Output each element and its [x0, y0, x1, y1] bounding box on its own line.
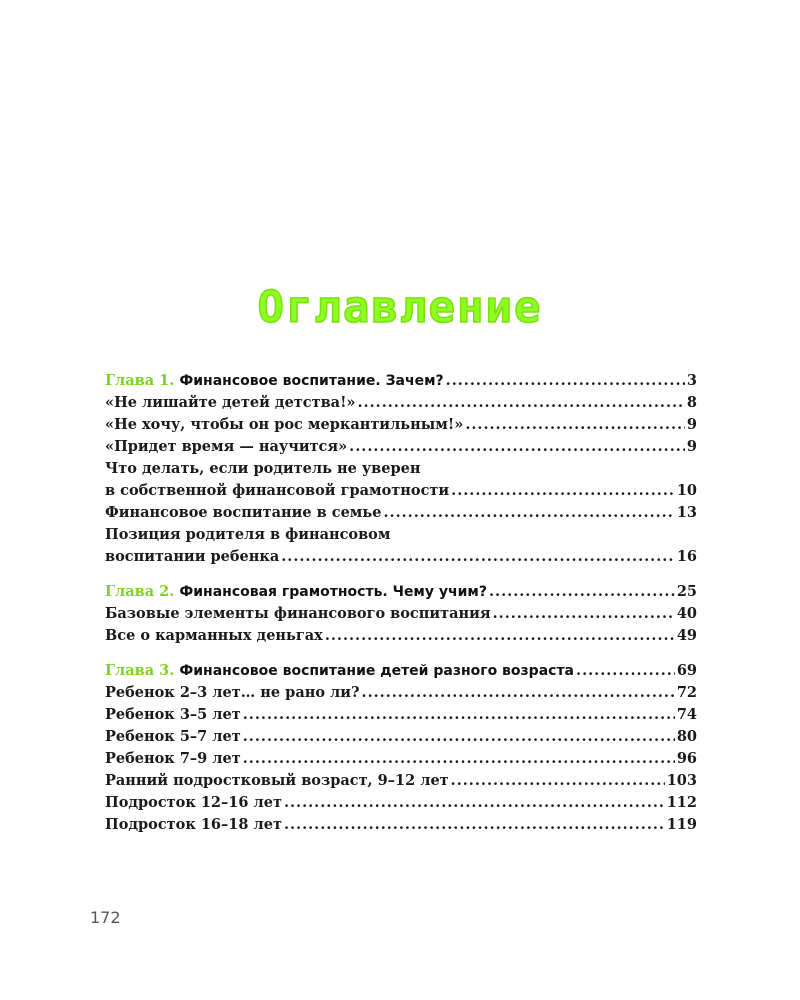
dot-leader	[243, 704, 675, 726]
toc-entry-text	[105, 414, 463, 436]
chapter-group	[105, 660, 697, 836]
toc-line-continued[interactable]	[105, 458, 697, 480]
toc-entry-line: воспитании ребенка	[105, 548, 280, 565]
toc-entry-line: «Не лишайте детей детства!»	[105, 394, 356, 411]
toc-entry-text	[105, 625, 323, 647]
chapter-title: Финансовая грамотность. Чему учим?	[179, 584, 487, 600]
toc-entry-line: Что делать, если родитель не уверен	[105, 460, 421, 477]
toc-entry-text	[105, 682, 360, 704]
toc-entry-line: Базовые элементы финансового воспитания	[105, 605, 491, 622]
toc-entry-line: «Придет время — научится»	[105, 438, 348, 455]
dot-leader	[362, 682, 675, 704]
chapter-group	[105, 581, 697, 647]
toc-entry-text	[105, 370, 444, 392]
toc-line[interactable]	[105, 625, 697, 647]
toc-page-number: 80	[676, 728, 697, 745]
toc-entry-text	[105, 603, 491, 625]
toc-line[interactable]	[105, 436, 697, 458]
toc-page-number: 69	[676, 662, 697, 679]
toc-line[interactable]	[105, 726, 697, 748]
toc-page-number: 112	[666, 794, 697, 811]
chapter-group	[105, 370, 697, 568]
toc-line[interactable]	[105, 546, 697, 568]
toc-page-number: 96	[676, 750, 697, 767]
toc-page-number: 25	[676, 583, 697, 600]
toc-entry-text	[105, 792, 282, 814]
table-of-contents	[105, 370, 697, 849]
toc-entry-line: Ребенок 5–7 лет	[105, 728, 241, 745]
toc-entry-text	[105, 502, 381, 524]
toc-line[interactable]	[105, 814, 697, 836]
dot-leader	[383, 502, 674, 524]
dot-leader	[284, 814, 665, 836]
toc-entry-text	[105, 660, 574, 682]
toc-entry-line: Позиция родителя в финансовом	[105, 526, 391, 543]
dot-leader	[281, 546, 675, 568]
toc-page-number: 8	[686, 394, 697, 411]
toc-page-number: 9	[686, 438, 697, 455]
toc-line[interactable]	[105, 502, 697, 524]
toc-entry-text	[105, 546, 279, 568]
toc-page-number: 119	[666, 816, 697, 833]
dot-leader	[243, 726, 675, 748]
chapter-heading[interactable]	[105, 370, 697, 392]
chapter-heading[interactable]	[105, 581, 697, 603]
toc-entry-text	[105, 726, 241, 748]
dot-leader	[446, 370, 685, 392]
toc-entry-text	[105, 704, 241, 726]
toc-entry-line: Ребенок 7–9 лет	[105, 750, 241, 767]
dot-leader	[243, 748, 675, 770]
toc-entry-line: в собственной финансовой грамотности	[105, 482, 450, 499]
toc-entry-text	[105, 524, 390, 546]
toc-page-number: 13	[676, 504, 697, 521]
dot-leader	[451, 770, 665, 792]
chapter-label: Глава 1.	[105, 372, 180, 389]
toc-line[interactable]	[105, 480, 697, 502]
toc-line[interactable]	[105, 682, 697, 704]
dot-leader	[489, 581, 675, 603]
toc-line[interactable]	[105, 704, 697, 726]
toc-entry-line: Ребенок 2–3 лет… не рано ли?	[105, 684, 360, 701]
dot-leader	[349, 436, 685, 458]
toc-page-number: 9	[686, 416, 697, 433]
toc-page-number: 72	[676, 684, 697, 701]
dot-leader	[451, 480, 675, 502]
toc-entry-text	[105, 770, 449, 792]
page-title: Оглавление	[257, 282, 543, 333]
toc-entry-line: Финансовое воспитание в семье	[105, 504, 382, 521]
chapter-label: Глава 2.	[105, 583, 180, 600]
toc-line[interactable]	[105, 770, 697, 792]
toc-page-number: 40	[676, 605, 697, 622]
toc-line[interactable]	[105, 792, 697, 814]
dot-leader	[493, 603, 675, 625]
toc-line[interactable]	[105, 603, 697, 625]
toc-line[interactable]	[105, 748, 697, 770]
toc-page-number: 16	[676, 548, 697, 565]
toc-line[interactable]	[105, 414, 697, 436]
chapter-title: Финансовое воспитание детей разного возраста	[179, 663, 575, 679]
toc-page-number: 74	[676, 706, 697, 723]
chapter-heading[interactable]	[105, 660, 697, 682]
toc-entry-text	[105, 814, 282, 836]
toc-entry-line: Ребенок 3–5 лет	[105, 706, 241, 723]
dot-leader	[358, 392, 685, 414]
toc-entry-line: Ранний подростковый возраст, 9–12 лет	[105, 772, 449, 789]
toc-entry-text	[105, 436, 347, 458]
chapter-label: Глава 3.	[105, 662, 180, 679]
toc-entry-text	[105, 581, 487, 603]
chapter-title: Финансовое воспитание. Зачем?	[179, 373, 444, 389]
toc-entry-line: Все о карманных деньгах	[105, 627, 323, 644]
dot-leader	[576, 660, 675, 682]
toc-page-number: 3	[686, 372, 697, 389]
dot-leader	[284, 792, 665, 814]
toc-entry-text	[105, 458, 420, 480]
toc-line-continued[interactable]	[105, 524, 697, 546]
dot-leader	[325, 625, 675, 647]
toc-page-number: 103	[666, 772, 697, 789]
toc-line[interactable]	[105, 392, 697, 414]
toc-entry-text	[105, 480, 449, 502]
dot-leader	[465, 414, 685, 436]
page-number: 172	[90, 908, 121, 927]
toc-page-number: 49	[676, 627, 697, 644]
toc-entry-line: «Не хочу, чтобы он рос меркантильным!»	[105, 416, 464, 433]
toc-entry-line: Подросток 16–18 лет	[105, 816, 282, 833]
toc-page-number: 10	[676, 482, 697, 499]
toc-entry-text	[105, 392, 356, 414]
toc-entry-text	[105, 748, 241, 770]
toc-entry-line: Подросток 12–16 лет	[105, 794, 282, 811]
